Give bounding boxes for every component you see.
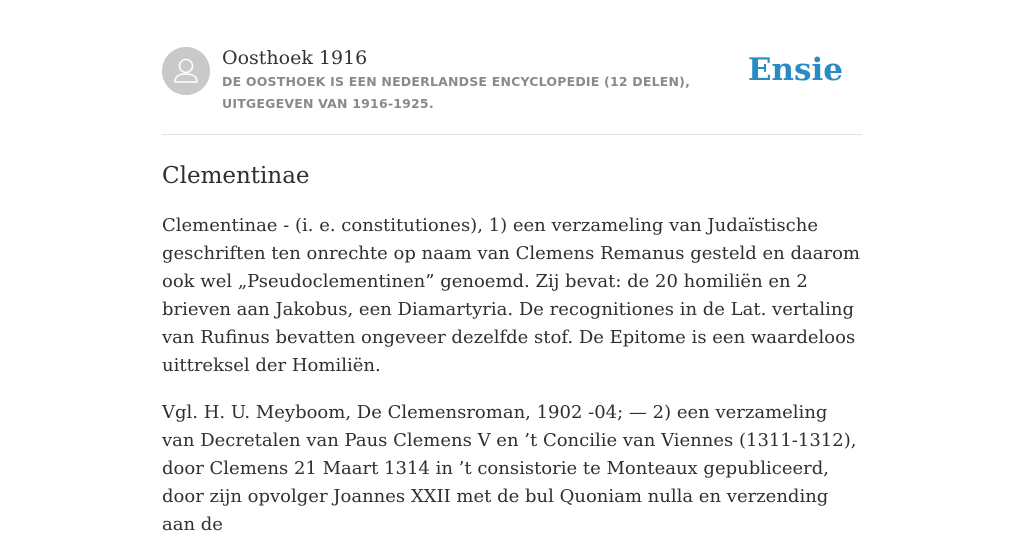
- content-container: [162, 0, 862, 539]
- article-paragraph: Vgl. H. U. Meyboom, De Clemensroman, 1902 -04; — 2) een verzameling van Decretalen van Paus Clemens V en ’t Concilie van Viennes (1311-1312), door Clemens 21 Maart 1314 in ’t consistorie te Monteaux gepubliceerd, door zijn opvolger Joannes XXII met de bul Quoniam nulla en verzending aan de: [162, 402, 857, 535]
- article-body: [162, 212, 862, 539]
- source-description: DE OOSTHOEK IS EEN NEDERLANDSE ENCYCLOPEDIE (12 DELEN), UITGEGEVEN VAN 1916-1925.: [222, 74, 691, 111]
- user-avatar-icon: [162, 47, 210, 95]
- article-paragraph: Clementinae - (i. e. constitutiones), 1) een verzameling van Judaïstische geschriften ten onrechte op naam van Clemens Remanus gesteld en daarom ook wel „Pseudoclementinen” genoemd. Zij bevat: de 20 homiliën en 2 brieven aan Jakobus, een Diamartyria. De recognitiones in de Lat. vertaling van Rufinus bevatten ongeveer dezelfde stof. De Epitome is een waardeloos uittreksel der Homiliën.: [162, 215, 860, 376]
- source-info: [222, 46, 762, 115]
- source-title[interactable]: Oosthoek 1916: [222, 47, 368, 69]
- source-header: [162, 0, 862, 135]
- source-avatar[interactable]: [162, 47, 210, 95]
- ensie-logo[interactable]: Ensie: [747, 52, 843, 88]
- article-title: Clementinae: [162, 163, 310, 189]
